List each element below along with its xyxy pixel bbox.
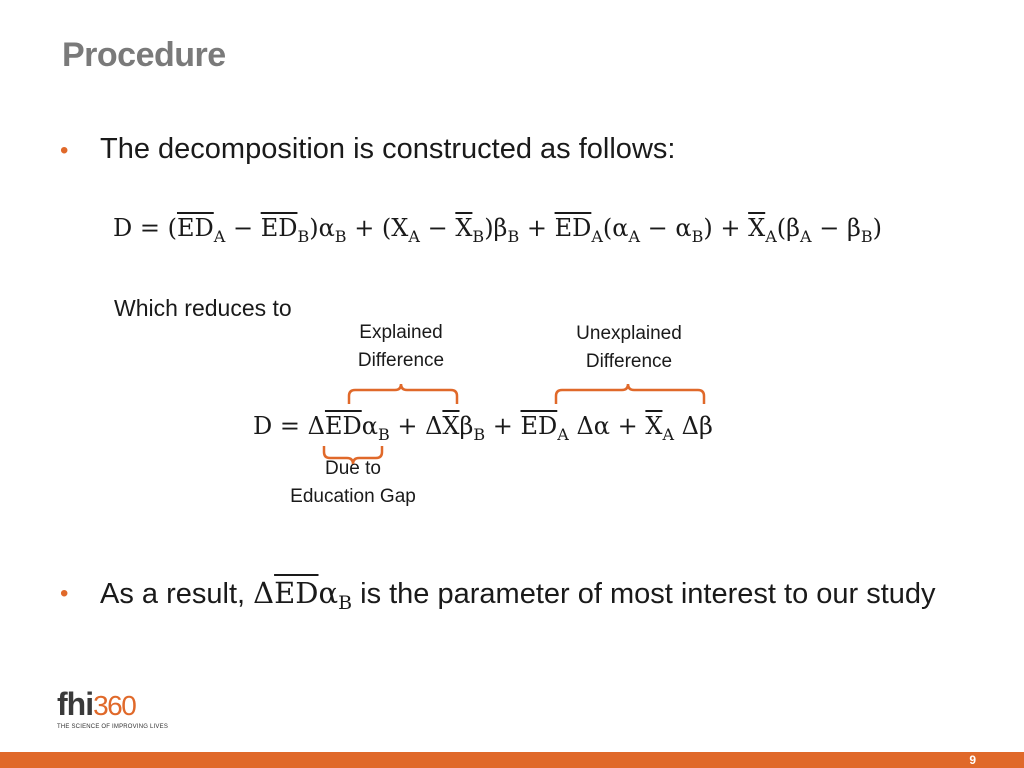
education-gap-label: Due to Education Gap <box>290 458 416 507</box>
page-number: 9 <box>969 753 976 767</box>
bullet-text: The decomposition is constructed as follows: <box>100 133 676 165</box>
reduced-equation: $D = \Delta\overline{ED}\alpha_B + \Delta\overline{X}\beta_B + \overline{ED}_A$ $\Delta\alpha + \overline{X}_A$ Δβ <box>253 412 713 444</box>
decomposition-equation: $D = (\overline{ED}_A - \overline{ED}_B)\alpha_B + (X_A - \overline{X}_B)\beta_B + \overline{ED}_A(\alpha_A - \alpha_B) + \overline{X}_A(\beta_A - \beta_B)$ <box>113 214 882 246</box>
footer-bar <box>0 752 1024 768</box>
bullet-text: As a result, $\Delta\overline{ED}\alpha_B$ is the parameter of most interest to our study <box>100 576 936 614</box>
bullet-dot-icon: • <box>60 137 69 164</box>
education-gap-brace-icon <box>324 446 382 464</box>
unexplained-brace-icon <box>556 384 704 404</box>
bullet-dot-icon: • <box>60 580 69 607</box>
reduces-label: Which reduces to <box>114 295 292 321</box>
slide-title: Procedure <box>62 36 226 74</box>
explained-difference-label: Explained Difference <box>357 322 445 371</box>
unexplained-difference-label: Unexplained Difference <box>576 323 682 372</box>
explained-brace-icon <box>349 384 457 404</box>
fhi360-logo: fhi360 THE SCIENCE OF IMPROVING LIVES <box>57 686 169 730</box>
